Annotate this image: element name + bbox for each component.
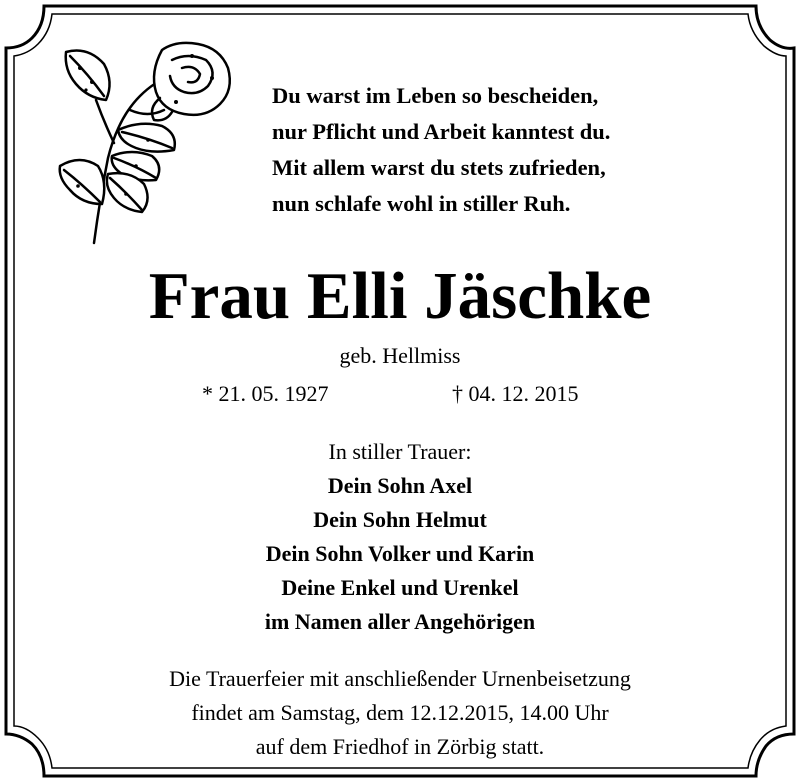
poem-line: nun schlafe wohl in stiller Ruh. (272, 191, 571, 216)
poem-line: Mit allem warst du stets zufrieden, (272, 155, 606, 180)
mourner: Dein Sohn Helmut (313, 507, 487, 532)
rose-icon (52, 38, 242, 248)
mourners-list (0, 469, 800, 639)
mourner: Dein Sohn Volker und Karin (265, 541, 535, 566)
mourner: Dein Sohn Axel (327, 473, 473, 498)
deceased-name: Frau Elli Jäschke (148, 259, 652, 333)
service-line: auf dem Friedhof in Zörbig statt. (255, 734, 545, 759)
mourner: im Namen aller Angehörigen (264, 609, 536, 634)
poem (272, 78, 712, 222)
maiden-name: geb. Hellmiss (339, 343, 461, 368)
poem-line: Du warst im Leben so bescheiden, (272, 83, 599, 108)
service-line: Die Trauerfeier mit anschließender Urnenbeisetzung (169, 666, 631, 691)
birth-date: * 21. 05. 1927 (202, 381, 329, 406)
death-date: † 04. 12. 2015 (452, 381, 579, 406)
mourner: Deine Enkel und Urenkel (281, 575, 519, 600)
service-line: findet am Samstag, dem 12.12.2015, 14.00 Uhr (191, 700, 609, 725)
service-info (0, 662, 800, 764)
poem-line: nur Pflicht und Arbeit kanntest du. (272, 119, 611, 144)
mourning-intro: In stiller Trauer: (328, 439, 472, 464)
